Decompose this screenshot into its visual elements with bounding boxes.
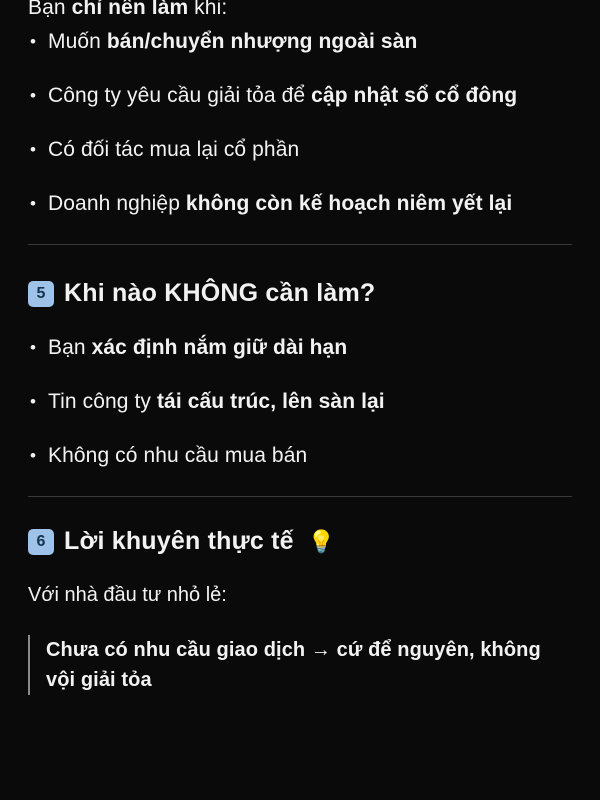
advice-subtitle: Với nhà đầu tư nhỏ lẻ:	[28, 584, 227, 606]
list-item	[28, 388, 572, 416]
lightbulb-icon: 💡	[307, 528, 336, 554]
item-text-bold: cập nhật sổ cổ đông	[311, 84, 518, 107]
item-text-bold: bán/chuyển nhượng ngoài sàn	[106, 30, 418, 53]
intro-suffix: khi:	[188, 0, 228, 19]
section-number-badge: 6	[28, 529, 54, 555]
item-text-plain: Không có nhu cầu mua bán	[48, 444, 308, 467]
section-divider	[28, 496, 572, 497]
list-item	[28, 442, 572, 470]
item-text-bold: tái cấu trúc, lên sàn lại	[156, 390, 385, 413]
intro-paragraph	[28, 0, 572, 22]
section-heading-5	[28, 279, 572, 308]
list-item	[28, 82, 572, 110]
item-text-bold: xác định nắm giữ dài hạn	[91, 336, 348, 359]
section-heading-6	[28, 527, 572, 556]
item-text-plain: Bạn	[48, 336, 92, 359]
advice-quote-block	[28, 635, 572, 695]
section-title: Khi nào KHÔNG cần làm?	[64, 279, 376, 307]
should-do-list	[28, 28, 572, 218]
section-title: Lời khuyên thực tế	[64, 527, 294, 555]
item-text-plain: Có đối tác mua lại cổ phần	[48, 138, 300, 161]
section-divider	[28, 244, 572, 245]
item-text-plain: Công ty yêu cầu giải tỏa để	[48, 84, 312, 107]
no-need-list	[28, 334, 572, 470]
list-item	[28, 28, 572, 56]
advice-quote-text: Chưa có nhu cầu giao dịch → cứ để nguyên, không vội giải tỏa	[46, 639, 541, 691]
intro-prefix: Bạn	[28, 0, 72, 19]
item-text-plain: Muốn	[48, 30, 107, 53]
list-item	[28, 190, 572, 218]
item-text-plain: Doanh nghiệp	[48, 192, 186, 215]
intro-bold: chỉ nên làm	[71, 0, 189, 19]
item-text-plain: Tin công ty	[48, 390, 157, 413]
item-text-bold: không còn kế hoạch niêm yết lại	[185, 192, 513, 215]
section-number-badge: 5	[28, 281, 54, 307]
list-item	[28, 334, 572, 362]
list-item	[28, 136, 572, 164]
